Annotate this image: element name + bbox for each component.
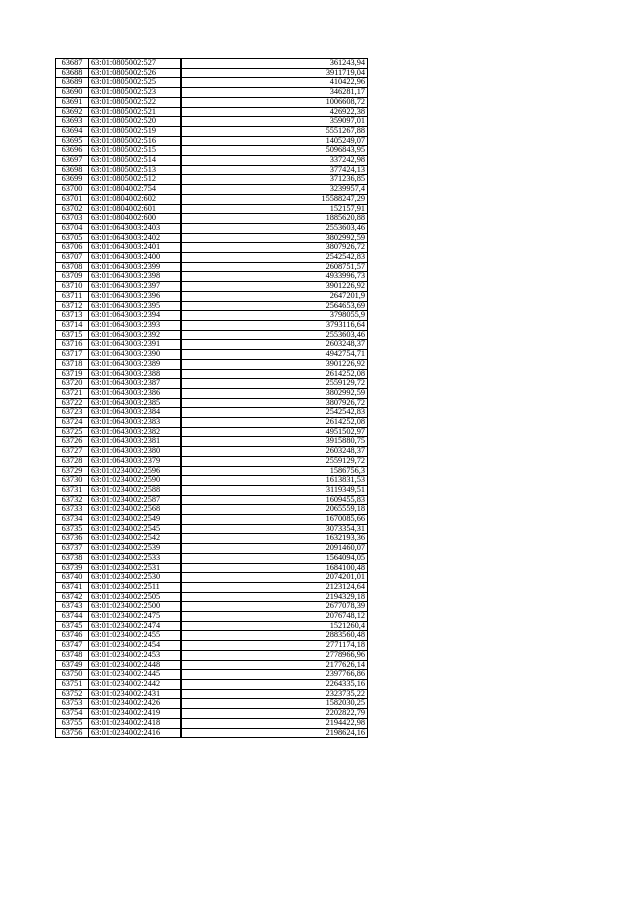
cadastral-value-cell: 1632193,36	[181, 534, 368, 544]
table-row	[56, 418, 368, 428]
cadastral-value-cell: 2771174,18	[181, 641, 368, 651]
cadastral-value-table	[55, 58, 368, 738]
row-number-cell: 63729	[56, 466, 89, 476]
table-row	[56, 165, 368, 175]
cadastral-number-cell: 63:01:0805002:513	[89, 165, 182, 175]
cadastral-value-cell: 1521260,4	[181, 621, 368, 631]
cadastral-value-cell: 2614252,08	[181, 369, 368, 379]
table-row	[56, 641, 368, 651]
cadastral-value-cell: 3119349,51	[181, 485, 368, 495]
row-number-cell: 63731	[56, 485, 89, 495]
table-row	[56, 534, 368, 544]
table-row	[56, 136, 368, 146]
table-row	[56, 427, 368, 437]
row-number-cell: 63743	[56, 602, 89, 612]
row-number-cell: 63703	[56, 214, 89, 224]
table-row	[56, 146, 368, 156]
cadastral-number-cell: 63:01:0643003:2400	[89, 253, 182, 263]
cadastral-value-cell: 3793116,64	[181, 320, 368, 330]
table-row	[56, 476, 368, 486]
table-row	[56, 175, 368, 185]
cadastral-number-cell: 63:01:0643003:2382	[89, 427, 182, 437]
table-row	[56, 709, 368, 719]
cadastral-value-cell: 410422,96	[181, 78, 368, 88]
cadastral-value-cell: 3807926,72	[181, 243, 368, 253]
cadastral-value-cell: 2202822,79	[181, 709, 368, 719]
row-number-cell: 63696	[56, 146, 89, 156]
cadastral-value-cell: 4942754,71	[181, 350, 368, 360]
cadastral-value-cell: 2194422,98	[181, 718, 368, 728]
cadastral-value-cell: 2559129,72	[181, 379, 368, 389]
table-row	[56, 282, 368, 292]
cadastral-number-cell: 63:01:0234002:2500	[89, 602, 182, 612]
row-number-cell: 63700	[56, 185, 89, 195]
cadastral-value-cell: 2542542,83	[181, 408, 368, 418]
table-row	[56, 544, 368, 554]
cadastral-number-cell: 63:01:0234002:2539	[89, 544, 182, 554]
cadastral-number-cell: 63:01:0234002:2442	[89, 680, 182, 690]
row-number-cell: 63736	[56, 534, 89, 544]
cadastral-value-cell: 3802992,59	[181, 388, 368, 398]
cadastral-number-cell: 63:01:0234002:2454	[89, 641, 182, 651]
cadastral-value-cell: 1670085,66	[181, 515, 368, 525]
row-number-cell: 63755	[56, 718, 89, 728]
row-number-cell: 63706	[56, 243, 89, 253]
table-row	[56, 243, 368, 253]
row-number-cell: 63728	[56, 456, 89, 466]
table-row	[56, 350, 368, 360]
table-row	[56, 185, 368, 195]
row-number-cell: 63735	[56, 524, 89, 534]
row-number-cell: 63714	[56, 320, 89, 330]
row-number-cell: 63694	[56, 126, 89, 136]
cadastral-number-cell: 63:01:0234002:2416	[89, 728, 182, 738]
cadastral-number-cell: 63:01:0643003:2385	[89, 398, 182, 408]
table-row	[56, 107, 368, 117]
cadastral-number-cell: 63:01:0804002:601	[89, 204, 182, 214]
table-row	[56, 398, 368, 408]
table-row	[56, 563, 368, 573]
row-number-cell: 63737	[56, 544, 89, 554]
row-number-cell: 63711	[56, 291, 89, 301]
row-number-cell: 63753	[56, 699, 89, 709]
cadastral-value-cell: 3901226,92	[181, 282, 368, 292]
table-row	[56, 330, 368, 340]
table-row	[56, 262, 368, 272]
row-number-cell: 63751	[56, 680, 89, 690]
table-row	[56, 340, 368, 350]
cadastral-value-cell: 2076748,12	[181, 612, 368, 622]
cadastral-number-cell: 63:01:0805002:522	[89, 97, 182, 107]
row-number-cell: 63699	[56, 175, 89, 185]
row-number-cell: 63697	[56, 156, 89, 166]
cadastral-number-cell: 63:01:0805002:527	[89, 59, 182, 69]
cadastral-value-cell: 2123124,64	[181, 582, 368, 592]
table-row	[56, 602, 368, 612]
cadastral-value-cell: 3802992,59	[181, 233, 368, 243]
cadastral-number-cell: 63:01:0643003:2386	[89, 388, 182, 398]
row-number-cell: 63750	[56, 670, 89, 680]
table-row	[56, 495, 368, 505]
row-number-cell: 63702	[56, 204, 89, 214]
row-number-cell: 63690	[56, 88, 89, 98]
cadastral-value-cell: 2614252,08	[181, 418, 368, 428]
cadastral-value-cell: 361243,94	[181, 59, 368, 69]
table-row	[56, 680, 368, 690]
cadastral-value-cell: 2074201,01	[181, 573, 368, 583]
table-row	[56, 223, 368, 233]
table-row	[56, 612, 368, 622]
cadastral-value-cell: 2091460,07	[181, 544, 368, 554]
cadastral-value-cell: 2564653,69	[181, 301, 368, 311]
cadastral-value-cell: 1684100,48	[181, 563, 368, 573]
cadastral-value-cell: 2559129,72	[181, 456, 368, 466]
row-number-cell: 63707	[56, 253, 89, 263]
cadastral-number-cell: 63:01:0643003:2398	[89, 272, 182, 282]
cadastral-number-cell: 63:01:0643003:2389	[89, 359, 182, 369]
cadastral-number-cell: 63:01:0234002:2418	[89, 718, 182, 728]
table-row	[56, 515, 368, 525]
row-number-cell: 63695	[56, 136, 89, 146]
row-number-cell: 63741	[56, 582, 89, 592]
cadastral-value-cell: 2542542,83	[181, 253, 368, 263]
table-row	[56, 194, 368, 204]
cadastral-number-cell: 63:01:0234002:2542	[89, 534, 182, 544]
table-row	[56, 291, 368, 301]
cadastral-number-cell: 63:01:0805002:519	[89, 126, 182, 136]
table-row	[56, 97, 368, 107]
cadastral-value-cell: 377424,13	[181, 165, 368, 175]
row-number-cell: 63725	[56, 427, 89, 437]
row-number-cell: 63756	[56, 728, 89, 738]
table-row	[56, 621, 368, 631]
table-row	[56, 447, 368, 457]
cadastral-number-cell: 63:01:0643003:2399	[89, 262, 182, 272]
row-number-cell: 63698	[56, 165, 89, 175]
row-number-cell: 63704	[56, 223, 89, 233]
cadastral-value-cell: 2194329,18	[181, 592, 368, 602]
row-number-cell: 63712	[56, 301, 89, 311]
cadastral-number-cell: 63:01:0643003:2384	[89, 408, 182, 418]
cadastral-number-cell: 63:01:0804002:600	[89, 214, 182, 224]
row-number-cell: 63726	[56, 437, 89, 447]
row-number-cell: 63722	[56, 398, 89, 408]
row-number-cell: 63739	[56, 563, 89, 573]
cadastral-number-cell: 63:01:0643003:2380	[89, 447, 182, 457]
cadastral-value-cell: 2603248,37	[181, 340, 368, 350]
table-row	[56, 660, 368, 670]
cadastral-number-cell: 63:01:0234002:2431	[89, 689, 182, 699]
row-number-cell: 63740	[56, 573, 89, 583]
row-number-cell: 63716	[56, 340, 89, 350]
cadastral-value-cell: 3901226,92	[181, 359, 368, 369]
row-number-cell: 63738	[56, 553, 89, 563]
cadastral-number-cell: 63:01:0234002:2590	[89, 476, 182, 486]
cadastral-number-cell: 63:01:0234002:2426	[89, 699, 182, 709]
cadastral-number-cell: 63:01:0234002:2545	[89, 524, 182, 534]
table-row	[56, 670, 368, 680]
cadastral-number-cell: 63:01:0234002:2596	[89, 466, 182, 476]
cadastral-number-cell: 63:01:0805002:515	[89, 146, 182, 156]
row-number-cell: 63708	[56, 262, 89, 272]
table-row	[56, 214, 368, 224]
cadastral-number-cell: 63:01:0804002:602	[89, 194, 182, 204]
table-row	[56, 233, 368, 243]
row-number-cell: 63691	[56, 97, 89, 107]
cadastral-number-cell: 63:01:0805002:526	[89, 68, 182, 78]
row-number-cell: 63754	[56, 709, 89, 719]
cadastral-number-cell: 63:01:0234002:2568	[89, 505, 182, 515]
table-row	[56, 456, 368, 466]
cadastral-number-cell: 63:01:0234002:2448	[89, 660, 182, 670]
row-number-cell: 63721	[56, 388, 89, 398]
table-row	[56, 369, 368, 379]
cadastral-value-cell: 2608751,57	[181, 262, 368, 272]
table-row	[56, 88, 368, 98]
cadastral-number-cell: 63:01:0643003:2379	[89, 456, 182, 466]
cadastral-number-cell: 63:01:0643003:2393	[89, 320, 182, 330]
cadastral-value-cell: 3807926,72	[181, 398, 368, 408]
table-row	[56, 553, 368, 563]
row-number-cell: 63719	[56, 369, 89, 379]
cadastral-value-cell: 2264335,16	[181, 680, 368, 690]
cadastral-number-cell: 63:01:0643003:2387	[89, 379, 182, 389]
cadastral-number-cell: 63:01:0643003:2391	[89, 340, 182, 350]
cadastral-number-cell: 63:01:0643003:2392	[89, 330, 182, 340]
table-row	[56, 59, 368, 69]
row-number-cell: 63727	[56, 447, 89, 457]
row-number-cell: 63733	[56, 505, 89, 515]
cadastral-value-cell: 152157,91	[181, 204, 368, 214]
row-number-cell: 63723	[56, 408, 89, 418]
cadastral-value-cell: 337242,98	[181, 156, 368, 166]
row-number-cell: 63746	[56, 631, 89, 641]
cadastral-value-cell: 2883560,48	[181, 631, 368, 641]
cadastral-number-cell: 63:01:0804002:754	[89, 185, 182, 195]
row-number-cell: 63745	[56, 621, 89, 631]
table-row	[56, 253, 368, 263]
table-row	[56, 117, 368, 127]
table-row	[56, 156, 368, 166]
table-row	[56, 68, 368, 78]
cadastral-value-cell: 2198624,16	[181, 728, 368, 738]
cadastral-value-cell: 1006608,72	[181, 97, 368, 107]
cadastral-value-cell: 3239957,4	[181, 185, 368, 195]
table-row	[56, 204, 368, 214]
cadastral-value-cell: 3073354,31	[181, 524, 368, 534]
cadastral-number-cell: 63:01:0643003:2403	[89, 223, 182, 233]
table-row	[56, 388, 368, 398]
cadastral-value-cell: 2177626,14	[181, 660, 368, 670]
row-number-cell: 63692	[56, 107, 89, 117]
row-number-cell: 63724	[56, 418, 89, 428]
cadastral-number-cell: 63:01:0805002:512	[89, 175, 182, 185]
cadastral-number-cell: 63:01:0234002:2530	[89, 573, 182, 583]
table-row	[56, 320, 368, 330]
table-row	[56, 582, 368, 592]
cadastral-value-cell: 5096843,95	[181, 146, 368, 156]
cadastral-value-cell: 2647201,9	[181, 291, 368, 301]
table-row	[56, 699, 368, 709]
row-number-cell: 63734	[56, 515, 89, 525]
cadastral-value-cell: 15588247,29	[181, 194, 368, 204]
cadastral-value-cell: 4933996,73	[181, 272, 368, 282]
cadastral-number-cell: 63:01:0643003:2397	[89, 282, 182, 292]
cadastral-value-cell: 346281,17	[181, 88, 368, 98]
cadastral-value-cell: 2677078,39	[181, 602, 368, 612]
cadastral-number-cell: 63:01:0805002:521	[89, 107, 182, 117]
cadastral-value-cell: 3911719,04	[181, 68, 368, 78]
cadastral-number-cell: 63:01:0234002:2445	[89, 670, 182, 680]
cadastral-number-cell: 63:01:0234002:2474	[89, 621, 182, 631]
cadastral-value-cell: 5551267,88	[181, 126, 368, 136]
table-row	[56, 408, 368, 418]
table-row	[56, 718, 368, 728]
table-row	[56, 379, 368, 389]
row-number-cell: 63715	[56, 330, 89, 340]
row-number-cell: 63747	[56, 641, 89, 651]
row-number-cell: 63710	[56, 282, 89, 292]
cadastral-value-cell: 2553603,46	[181, 330, 368, 340]
table-row	[56, 311, 368, 321]
table-row	[56, 689, 368, 699]
cadastral-number-cell: 63:01:0234002:2455	[89, 631, 182, 641]
row-number-cell: 63720	[56, 379, 89, 389]
table-body	[56, 59, 368, 738]
row-number-cell: 63701	[56, 194, 89, 204]
cadastral-number-cell: 63:01:0234002:2475	[89, 612, 182, 622]
cadastral-number-cell: 63:01:0643003:2394	[89, 311, 182, 321]
cadastral-value-cell: 2778966,96	[181, 650, 368, 660]
cadastral-number-cell: 63:01:0234002:2587	[89, 495, 182, 505]
cadastral-value-cell: 2323735,22	[181, 689, 368, 699]
cadastral-number-cell: 63:01:0805002:520	[89, 117, 182, 127]
cadastral-number-cell: 63:01:0643003:2402	[89, 233, 182, 243]
cadastral-value-cell: 3915880,75	[181, 437, 368, 447]
cadastral-value-cell: 1564094,05	[181, 553, 368, 563]
cadastral-number-cell: 63:01:0805002:514	[89, 156, 182, 166]
row-number-cell: 63732	[56, 495, 89, 505]
table-row	[56, 485, 368, 495]
cadastral-value-cell: 371236,85	[181, 175, 368, 185]
cadastral-value-cell: 1885620,88	[181, 214, 368, 224]
cadastral-value-cell: 359097,01	[181, 117, 368, 127]
table-row	[56, 126, 368, 136]
cadastral-value-cell: 3798055,9	[181, 311, 368, 321]
row-number-cell: 63709	[56, 272, 89, 282]
cadastral-value-cell: 2603248,37	[181, 447, 368, 457]
cadastral-number-cell: 63:01:0643003:2396	[89, 291, 182, 301]
table-row	[56, 524, 368, 534]
table-row	[56, 359, 368, 369]
cadastral-value-cell: 4951502,97	[181, 427, 368, 437]
cadastral-number-cell: 63:01:0805002:523	[89, 88, 182, 98]
cadastral-number-cell: 63:01:0234002:2588	[89, 485, 182, 495]
cadastral-value-cell: 1582030,25	[181, 699, 368, 709]
row-number-cell: 63752	[56, 689, 89, 699]
cadastral-number-cell: 63:01:0234002:2533	[89, 553, 182, 563]
row-number-cell: 63687	[56, 59, 89, 69]
row-number-cell: 63748	[56, 650, 89, 660]
cadastral-value-cell: 1586756,3	[181, 466, 368, 476]
cadastral-value-cell: 2553603,46	[181, 223, 368, 233]
cadastral-value-cell: 2397766,86	[181, 670, 368, 680]
row-number-cell: 63730	[56, 476, 89, 486]
cadastral-value-cell: 1405249,07	[181, 136, 368, 146]
row-number-cell: 63688	[56, 68, 89, 78]
cadastral-number-cell: 63:01:0234002:2549	[89, 515, 182, 525]
table-row	[56, 592, 368, 602]
table-row	[56, 272, 368, 282]
table-row	[56, 631, 368, 641]
row-number-cell: 63689	[56, 78, 89, 88]
cadastral-value-cell: 426922,38	[181, 107, 368, 117]
row-number-cell: 63713	[56, 311, 89, 321]
row-number-cell: 63705	[56, 233, 89, 243]
row-number-cell: 63744	[56, 612, 89, 622]
cadastral-number-cell: 63:01:0234002:2453	[89, 650, 182, 660]
cadastral-value-cell: 1609455,83	[181, 495, 368, 505]
table-row	[56, 437, 368, 447]
row-number-cell: 63717	[56, 350, 89, 360]
cadastral-value-cell: 1613831,53	[181, 476, 368, 486]
cadastral-number-cell: 63:01:0805002:516	[89, 136, 182, 146]
cadastral-number-cell: 63:01:0234002:2505	[89, 592, 182, 602]
cadastral-number-cell: 63:01:0234002:2511	[89, 582, 182, 592]
table-row	[56, 78, 368, 88]
row-number-cell: 63693	[56, 117, 89, 127]
table-row	[56, 505, 368, 515]
cadastral-number-cell: 63:01:0234002:2419	[89, 709, 182, 719]
row-number-cell: 63718	[56, 359, 89, 369]
table-row	[56, 728, 368, 738]
table-row	[56, 466, 368, 476]
table-row	[56, 301, 368, 311]
cadastral-number-cell: 63:01:0643003:2388	[89, 369, 182, 379]
cadastral-number-cell: 63:01:0234002:2531	[89, 563, 182, 573]
table-row	[56, 650, 368, 660]
cadastral-number-cell: 63:01:0643003:2383	[89, 418, 182, 428]
cadastral-number-cell: 63:01:0643003:2390	[89, 350, 182, 360]
cadastral-number-cell: 63:01:0805002:525	[89, 78, 182, 88]
cadastral-number-cell: 63:01:0643003:2395	[89, 301, 182, 311]
table-row	[56, 573, 368, 583]
row-number-cell: 63742	[56, 592, 89, 602]
cadastral-number-cell: 63:01:0643003:2381	[89, 437, 182, 447]
cadastral-number-cell: 63:01:0643003:2401	[89, 243, 182, 253]
cadastral-value-cell: 2065559,18	[181, 505, 368, 515]
row-number-cell: 63749	[56, 660, 89, 670]
